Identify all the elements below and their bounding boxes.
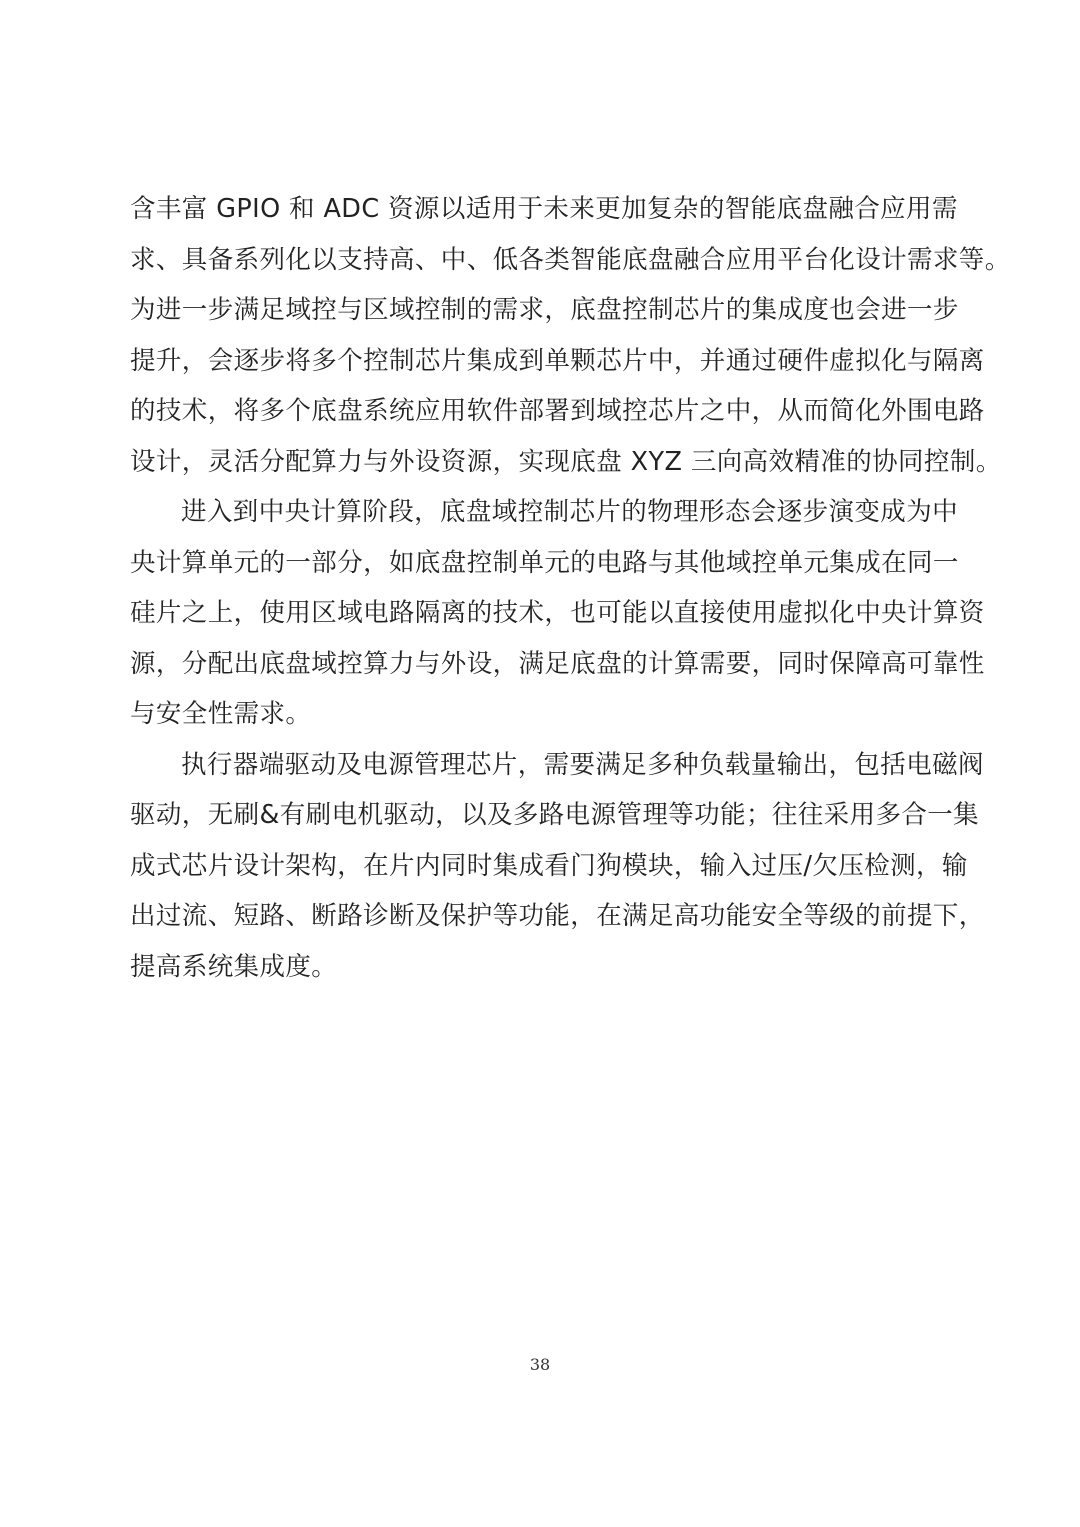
- body-text: [130, 184, 1011, 992]
- paragraph-1-line-1: 含丰富 GPIO 和 ADC 资源以适用于未来更加复杂的智能底盘融合应用需: [130, 194, 958, 224]
- paragraph-2-line-1: 进入到中央计算阶段，底盘域控制芯片的物理形态会逐步演变成为中: [181, 497, 959, 527]
- paragraph-2-line-2: 央计算单元的一部分，如底盘控制单元的电路与其他域控单元集成在同一: [130, 547, 959, 578]
- paragraph-3-line-3: 成式芯片设计架构，在片内同时集成看门狗模块，输入过压/欠压检测，输: [130, 850, 968, 881]
- page-number: 38: [529, 1355, 551, 1374]
- paragraph-1-line-6: 设计，灵活分配算力与外设资源，实现底盘 XYZ 三向高效精准的协同控制。: [130, 446, 1002, 477]
- paragraph-1-line-2: 求、具备系列化以支持高、中、低各类智能底盘融合应用平台化设计需求等。: [130, 244, 1011, 275]
- paragraph-2-line-3: 硅片之上，使用区域电路隔离的技术，也可能以直接使用虚拟化中央计算资: [130, 598, 985, 628]
- paragraph-3-line-4: 出过流、短路、断路诊断及保护等功能，在满足高功能安全等级的前提下，: [130, 901, 985, 931]
- paragraph-2-line-4: 源，分配出底盘域控算力与外设，满足底盘的计算需要，同时保障高可靠性: [130, 648, 985, 679]
- paragraph-1-line-4: 提升，会逐步将多个控制芯片集成到单颗芯片中，并通过硬件虚拟化与隔离: [130, 345, 985, 376]
- paragraph-3-line-1: 执行器端驱动及电源管理芯片，需要满足多种负载量输出，包括电磁阀: [181, 749, 984, 780]
- paragraph-3-line-2: 驱动，无刷&有刷电机驱动，以及多路电源管理等功能；往往采用多合一集: [130, 800, 980, 830]
- paragraph-1-line-3: 为进一步满足域控与区域控制的需求，底盘控制芯片的集成度也会进一步: [130, 295, 959, 325]
- paragraph-1-line-5: 的技术，将多个底盘系统应用软件部署到域控芯片之中，从而简化外围电路: [130, 396, 985, 426]
- paragraph-3-line-5: 提高系统集成度。: [130, 951, 338, 982]
- paragraph-2-line-5: 与安全性需求。: [130, 699, 312, 729]
